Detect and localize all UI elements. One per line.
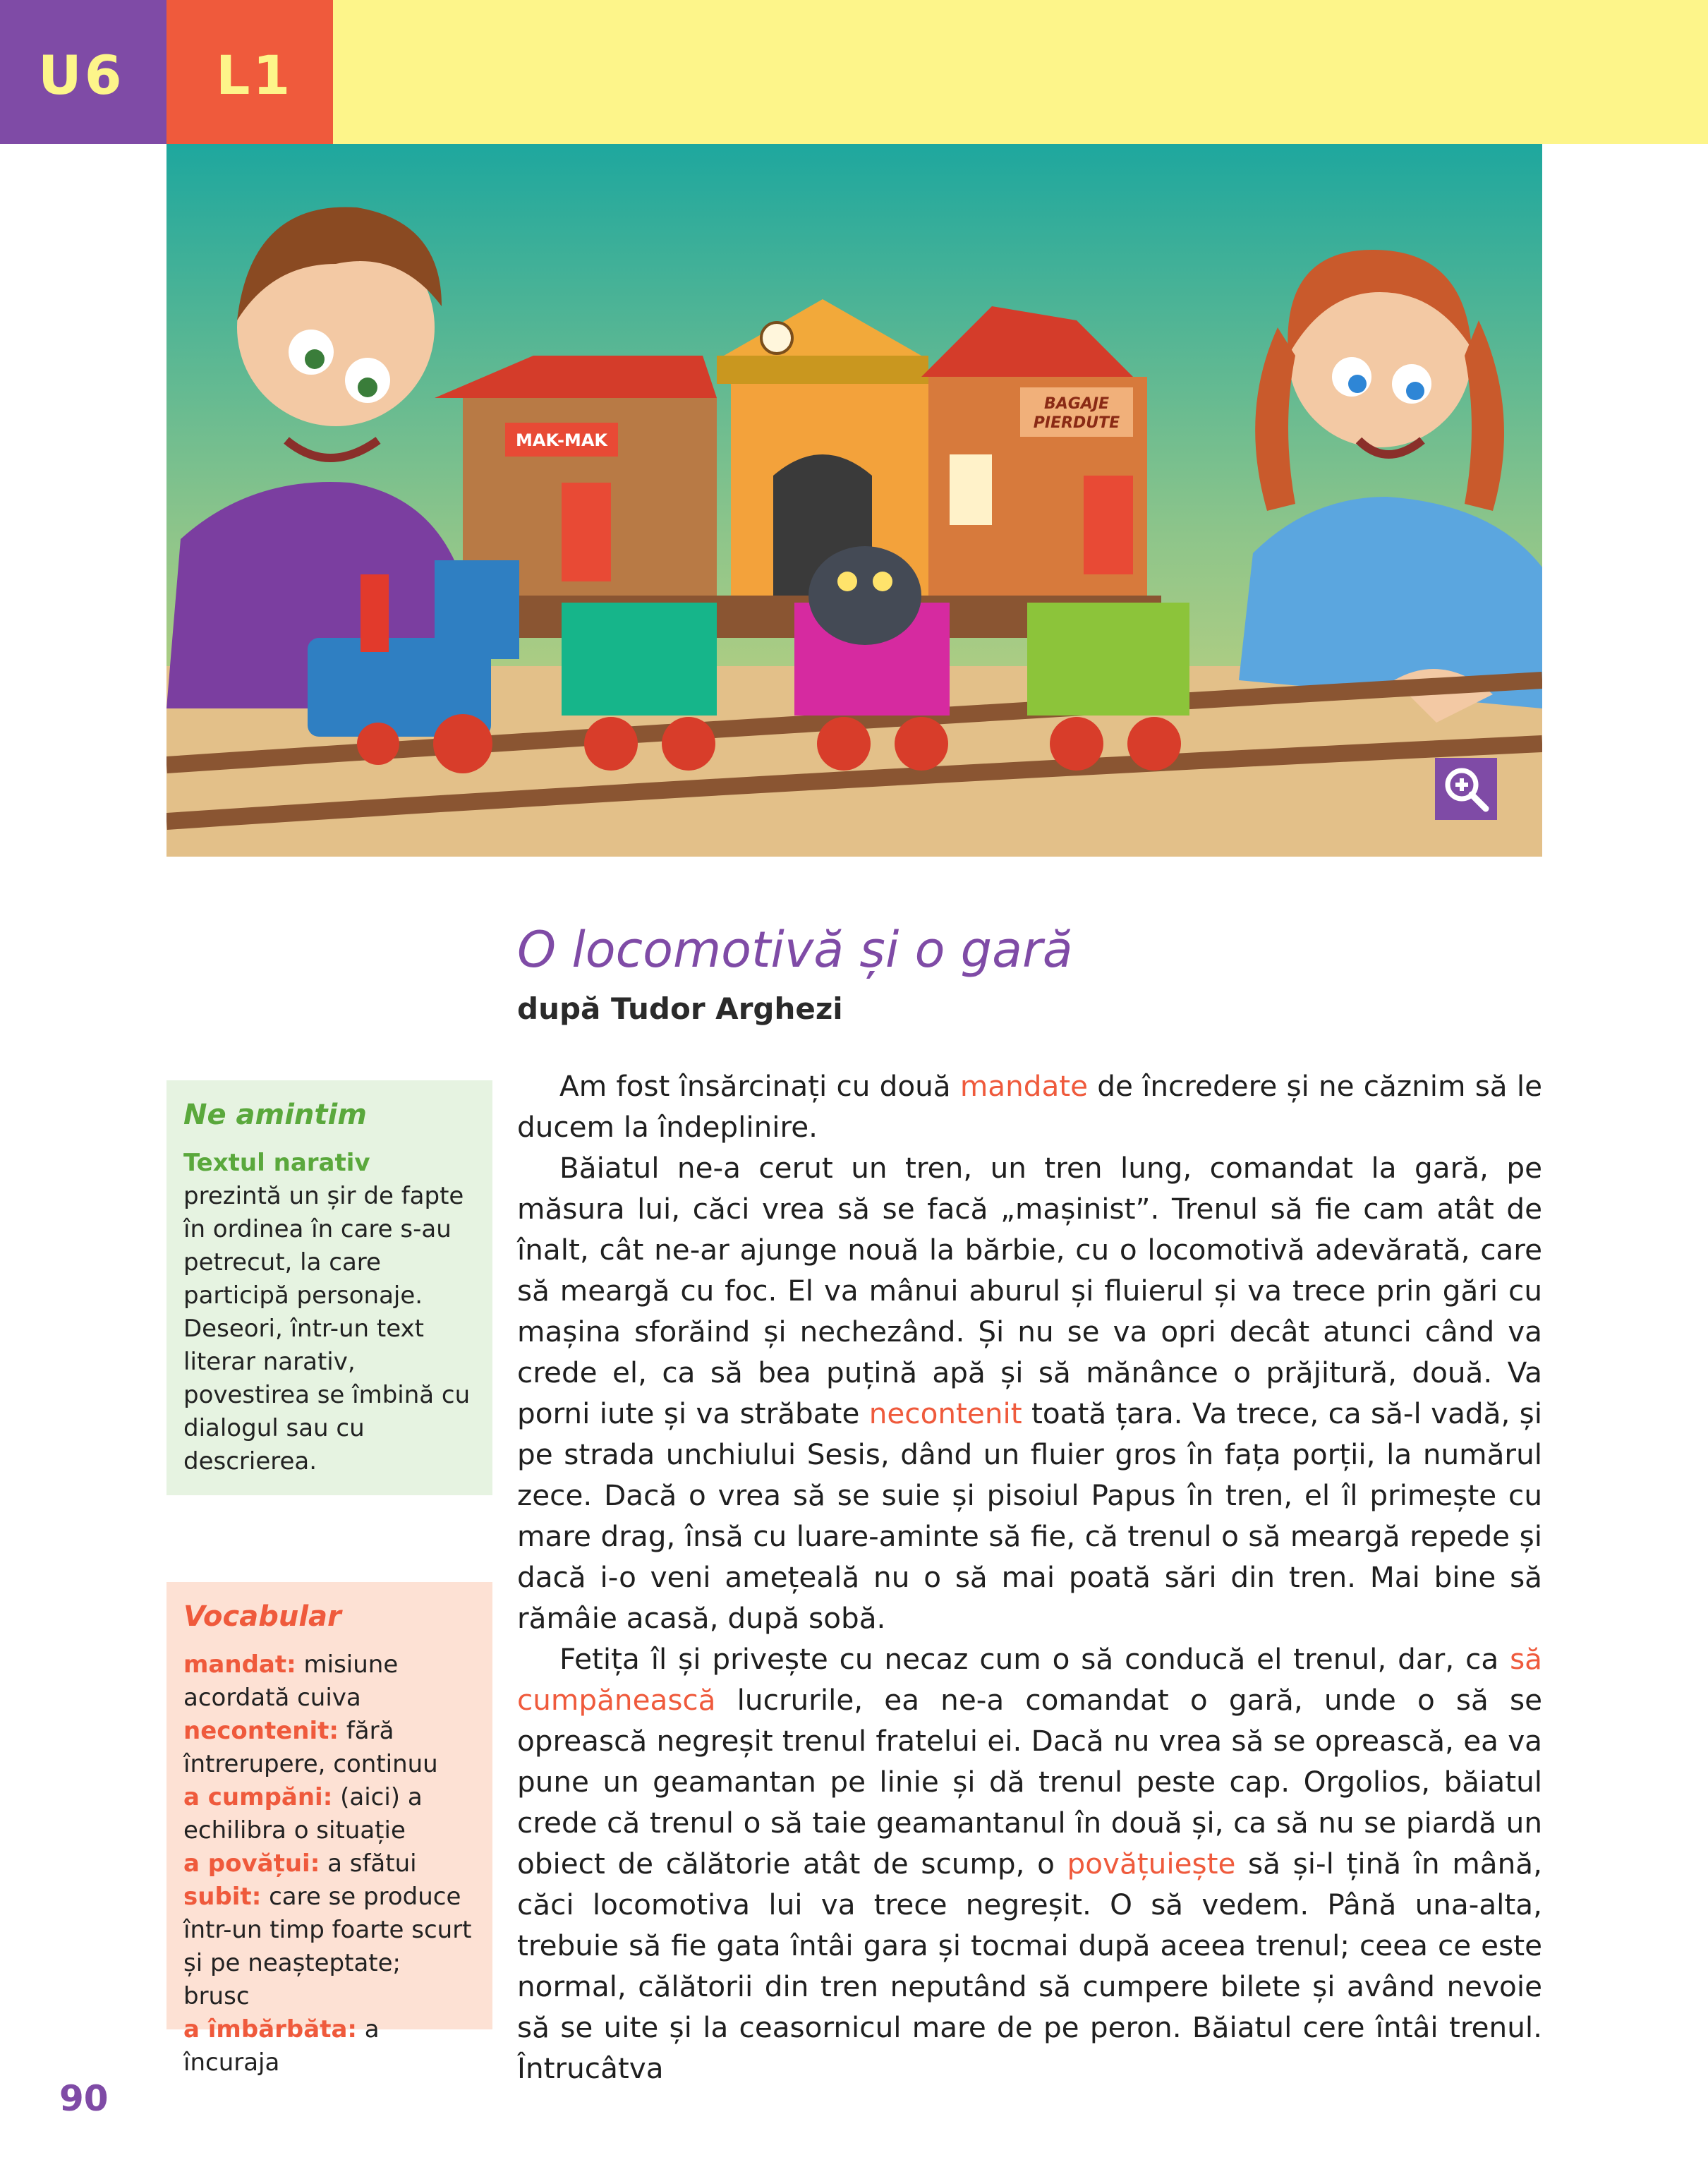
story-paragraph-3 — [517, 1638, 1542, 2089]
story-body — [517, 1066, 1542, 2089]
vocab-entry — [183, 1715, 474, 1781]
vocab-box — [166, 1582, 492, 2077]
text-run: Băiatul ne-a cerut un tren, un tren lung, comandat la gară, pe măsura lui, căci vrea să se facă „mașinist”. Trenul să fie cam atât de înalt, cât ne-ar ajunge nouă la bărbie, cu o locomotivă adevărată, care să meargă cu foc. El va mânui aburul și fluierul și va trece prin gări cu mașina sforăind și nechezând. Și nu se va opri decât atunci când va crede el, ca să bea puțină apă și să mănânce o prăjitură, două. Va porni iute și va străbate — [517, 1151, 1542, 1430]
remind-box-text — [183, 1147, 474, 1478]
sign-pierdute: PIERDUTE — [1033, 414, 1120, 432]
remind-box-title: Ne amintim — [183, 1099, 367, 1131]
text-run: toată țara. Va trece, ca să-l vadă, și pe strada unchiului Sesis, dând un fluier gros în fața porții, la numărul zece. Dacă o vrea să se suie și pisoiul Papus în tren, el îl primește cu mare drag, însă cu luare-aminte să fie, că trenul o să meargă repede și dacă i-o veni amețeală nu o să mai poată sări din tren. Mai bine să rămâie acasă, după sobă. — [517, 1396, 1543, 1635]
unit-tab — [0, 0, 166, 144]
vocab-entry — [183, 1881, 474, 2013]
page-number: 90 — [59, 2078, 109, 2119]
vocab-term: necontenit: — [183, 1717, 339, 1745]
lesson-label: L1 — [216, 44, 293, 107]
vocab-def: a sfătui — [320, 1849, 417, 1878]
story-paragraph-1 — [517, 1066, 1542, 1147]
sign-mak-mak: MAK-MAK — [516, 430, 607, 450]
vocab-highlight: povățuiește — [1067, 1847, 1236, 1881]
vocab-highlight: să cumpănească — [517, 1642, 1542, 1717]
zoom-in-button[interactable] — [1435, 758, 1497, 820]
vocab-entry — [183, 1781, 474, 1847]
lesson-tab — [166, 0, 333, 144]
vocab-highlight: necontenit — [868, 1396, 1022, 1430]
text-run: lucrurile, ea ne-a comandat o gară, unde o să se oprească negreșit trenul fratelui ei. Dacă nu vrea să se oprească, ea va pune un geamantan pe linie și dă trenul peste cap. Orgolios, băiatul crede că trenul o să taie geamantanul în două și, ca să nu se piardă un obiect de călătorie atât de scump, o — [517, 1683, 1542, 1881]
zoom-in-icon — [1435, 758, 1497, 820]
remind-term: Textul narativ — [183, 1149, 370, 1177]
vocab-def: (aici) a echilibra o situație — [183, 1783, 423, 1845]
vocab-term: a povățui: — [183, 1849, 320, 1878]
vocab-list — [183, 1648, 474, 2080]
vocab-highlight: mandate — [959, 1069, 1089, 1103]
sign-bagaje: BAGAJE — [1043, 395, 1110, 413]
story-title: O locomotivă și o gară — [517, 921, 1073, 979]
vocab-term: a cumpăni: — [183, 1783, 333, 1811]
vocab-def: misiune acordată cuiva — [183, 1650, 399, 1712]
vocab-term: a îmbărbăta: — [183, 2015, 357, 2044]
vocab-entry — [183, 1648, 474, 1715]
vocab-term: mandat: — [183, 1650, 296, 1679]
unit-label: U6 — [38, 44, 125, 107]
remind-box — [166, 1080, 492, 1495]
vocab-entry — [183, 2013, 474, 2080]
vocab-def: fără întrerupere, continuu — [183, 1717, 438, 1778]
vocab-entry — [183, 1847, 474, 1881]
text-run: de încredere și ne căznim să le ducem la îndeplinire. — [517, 1069, 1542, 1144]
story-illustration — [166, 144, 1542, 857]
vocab-def: care se produce într-un timp foarte scurt și pe neașteptate; brusc — [183, 1883, 472, 2010]
vocab-term: subit: — [183, 1883, 262, 1911]
story-paragraph-2 — [517, 1147, 1542, 1638]
text-run: Am fost însărcinați cu două — [559, 1069, 960, 1103]
text-run: Fetița îl și privește cu necaz cum o să conducă el trenul, dar, ca — [559, 1642, 1510, 1676]
text-run: să și-l țină în mână, căci locomotiva lui va trece negreșit. O să vedem. Până una-alta, trebuie să fie gata întâi gara și tocmai după aceea trenul; ceea ce este normal, călătorii din tren neputând să cumpere bilete și având nevoie să se uite și la ceasornicul mare de pe peron. Băiatul cere întâi trenul. Întrucâtva — [517, 1847, 1542, 2085]
vocab-box-title: Vocabular — [183, 1600, 341, 1633]
vocab-def: a încuraja — [183, 2015, 380, 2077]
story-author: după Tudor Arghezi — [517, 991, 843, 1026]
remind-definition: prezintă un șir de fapte în ordinea în care s-au petrecut, la care participă personaje. Deseori, într-un text literar narativ, povestirea se îmbină cu dialogul sau cu descrierea. — [183, 1182, 471, 1475]
